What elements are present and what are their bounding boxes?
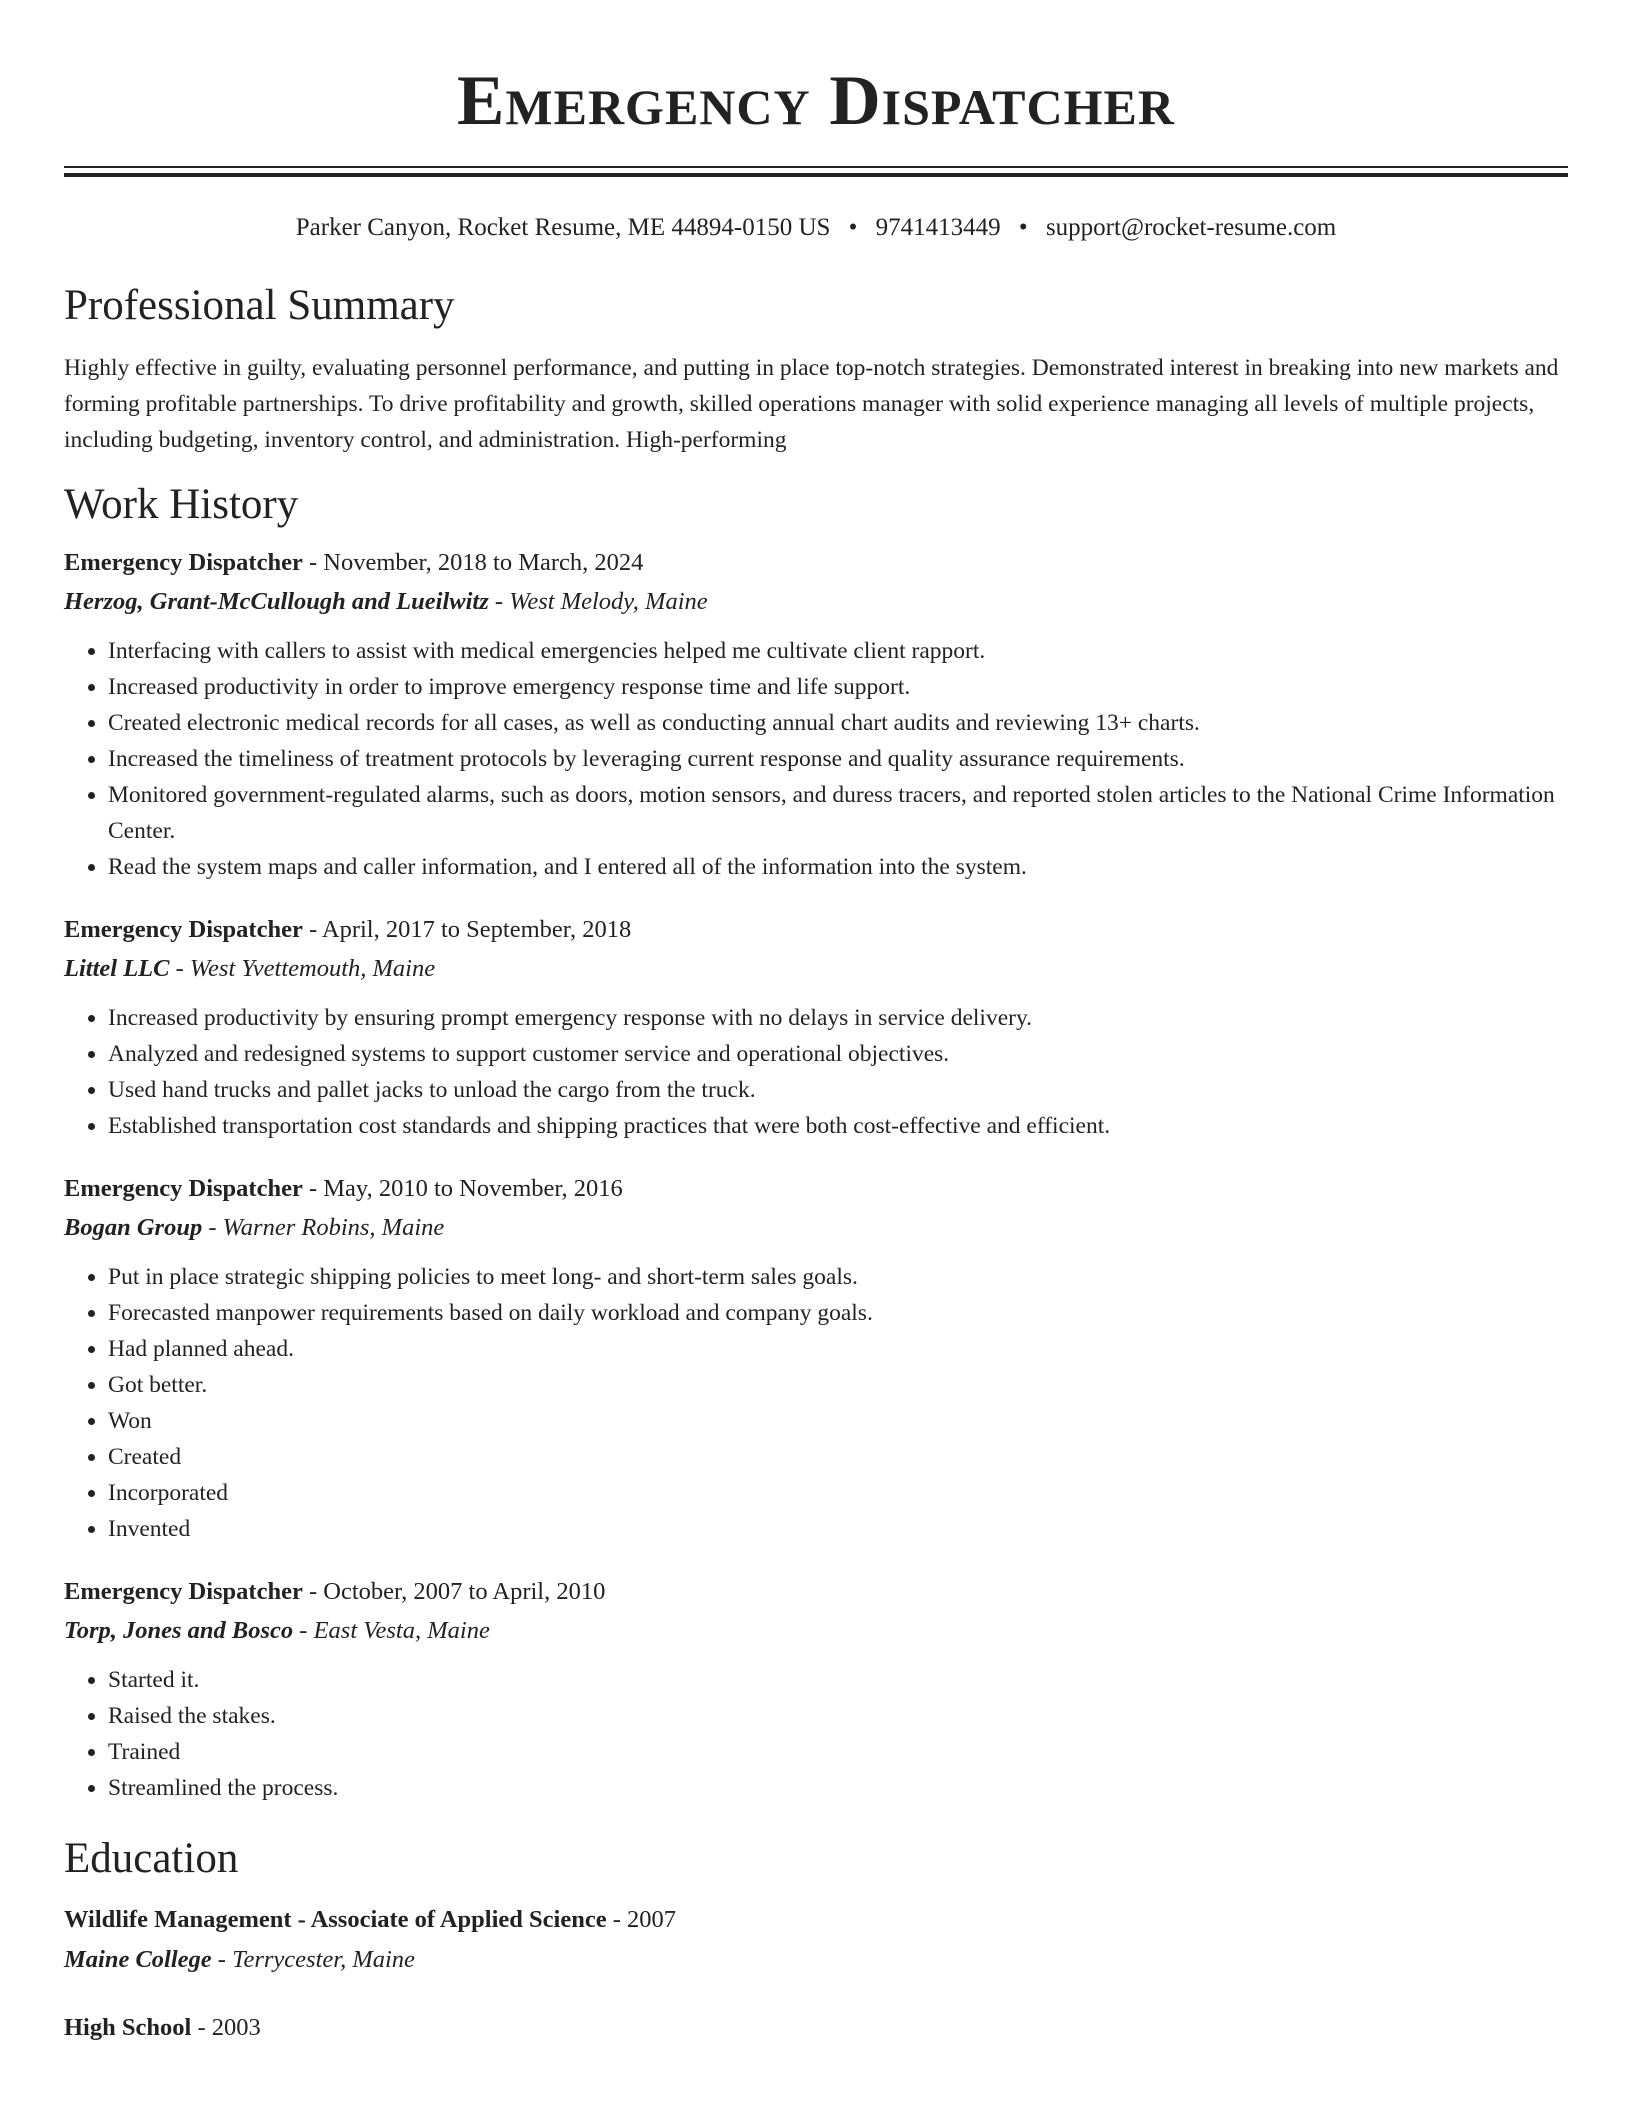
job-bullets bbox=[64, 1259, 1568, 1547]
job-location: West Yvettemouth, Maine bbox=[189, 955, 436, 982]
job-company: Herzog, Grant-McCullough and Lueilwitz bbox=[64, 588, 489, 615]
job-dash: - bbox=[488, 588, 510, 615]
job-company: Torp, Jones and Bosco bbox=[64, 1617, 294, 1644]
job-bullet: • Had planned ahead. bbox=[108, 1331, 1568, 1367]
job-dash: - bbox=[302, 916, 322, 943]
job-bullet: • Interfacing with callers to assist with medical emergencies helped me cultivate client rapport. bbox=[108, 633, 1568, 669]
contact-phone: 9741413449 bbox=[875, 214, 1001, 241]
job-role: Emergency Dispatcher bbox=[64, 916, 303, 943]
job-bullets bbox=[64, 1000, 1568, 1144]
job-employer bbox=[64, 1208, 1568, 1248]
education-school: Maine College bbox=[64, 1946, 212, 1973]
job-company: Littel LLC bbox=[64, 955, 170, 982]
job-role: Emergency Dispatcher bbox=[64, 549, 303, 576]
education-degree: High School bbox=[64, 2014, 192, 2041]
job-dash: - bbox=[293, 1617, 314, 1644]
job-bullets bbox=[64, 1662, 1568, 1806]
job-header bbox=[64, 544, 1568, 582]
job-bullet: • Read the system maps and caller information, and I entered all of the information into the system. bbox=[108, 849, 1568, 885]
contact-line bbox=[64, 213, 1568, 243]
job-bullets bbox=[64, 633, 1568, 885]
education-header bbox=[64, 1900, 1568, 1940]
job-bullet: • Monitored government-regulated alarms, such as doors, motion sensors, and duress tracers, and reported stolen articles to the National Crime Information Center. bbox=[108, 777, 1568, 849]
work-history-heading: Work History bbox=[64, 481, 299, 528]
job-header bbox=[64, 1170, 1568, 1208]
job-bullet: • Increased productivity by ensuring prompt emergency response with no delays in service delivery. bbox=[108, 1000, 1568, 1036]
contact-separator: • bbox=[848, 214, 858, 241]
job-dates: April, 2017 to September, 2018 bbox=[321, 916, 632, 943]
divider-thick-line bbox=[64, 173, 1568, 177]
job-employer bbox=[64, 1611, 1568, 1651]
job-dates: May, 2010 to November, 2016 bbox=[323, 1175, 623, 1202]
job-bullet: • Raised the stakes. bbox=[108, 1698, 1568, 1734]
job-company: Bogan Group bbox=[64, 1214, 203, 1241]
education-location: Terrycester, Maine bbox=[232, 1946, 415, 1973]
job-location: West Melody, Maine bbox=[509, 588, 708, 615]
job-employer bbox=[64, 582, 1568, 622]
job-dates: October, 2007 to April, 2010 bbox=[323, 1578, 606, 1605]
job-location: East Vesta, Maine bbox=[313, 1617, 490, 1644]
job-entry bbox=[64, 1170, 1568, 1547]
education-degree: Wildlife Management - Associate of Applied Science bbox=[64, 1906, 607, 1933]
education-entry bbox=[64, 2008, 1568, 2048]
job-dash: - bbox=[302, 1578, 324, 1605]
job-bullet: • Streamlined the process. bbox=[108, 1770, 1568, 1806]
resume-name: Emergency Dispatcher bbox=[457, 62, 1175, 140]
education-year: 2003 bbox=[211, 2014, 261, 2041]
job-bullet: • Forecasted manpower requirements based on daily workload and company goals. bbox=[108, 1295, 1568, 1331]
divider-thin-line bbox=[64, 166, 1568, 168]
contact-address: Parker Canyon, Rocket Resume, ME 44894-0150 US bbox=[295, 214, 831, 241]
job-bullet: • Created bbox=[108, 1439, 1568, 1475]
education-dash: - bbox=[606, 1906, 628, 1933]
contact-separator: • bbox=[1018, 214, 1028, 241]
job-dash: - bbox=[302, 549, 324, 576]
job-bullet: • Started it. bbox=[108, 1662, 1568, 1698]
job-header bbox=[64, 1573, 1568, 1611]
job-bullet: • Increased productivity in order to improve emergency response time and life support. bbox=[108, 669, 1568, 705]
education-heading: Education bbox=[64, 1835, 239, 1882]
job-role: Emergency Dispatcher bbox=[64, 1175, 303, 1202]
education-entry bbox=[64, 1900, 1568, 1980]
education-school-line bbox=[64, 1940, 1568, 1980]
education-dash: - bbox=[191, 2014, 212, 2041]
job-bullet: • Used hand trucks and pallet jacks to unload the cargo from the truck. bbox=[108, 1072, 1568, 1108]
job-dates: November, 2018 to March, 2024 bbox=[323, 549, 644, 576]
job-bullet: • Established transportation cost standards and shipping practices that were both cost-effective and efficient. bbox=[108, 1108, 1568, 1144]
job-bullet: • Analyzed and redesigned systems to support customer service and operational objectives. bbox=[108, 1036, 1568, 1072]
job-bullet: • Invented bbox=[108, 1511, 1568, 1547]
job-role: Emergency Dispatcher bbox=[64, 1578, 303, 1605]
education-header bbox=[64, 2008, 1568, 2048]
job-bullet: • Won bbox=[108, 1403, 1568, 1439]
summary-text: Highly effective in guilty, evaluating personnel performance, and putting in place top-notch strategies. Demonstrated interest in breaking into new markets and forming profitable partnerships. To drive profitability and growth, skilled operations manager with solid experience managing all levels of multiple projects, including budgeting, inventory control, and administration. High-performing bbox=[64, 355, 1559, 453]
job-employer bbox=[64, 949, 1568, 989]
education-year: 2007 bbox=[627, 1906, 677, 1933]
job-entry bbox=[64, 911, 1568, 1144]
summary-heading: Professional Summary bbox=[64, 282, 455, 329]
education-dash: - bbox=[211, 1946, 233, 1973]
job-location: Warner Robins, Maine bbox=[222, 1214, 445, 1241]
header-divider bbox=[64, 166, 1568, 177]
job-dash: - bbox=[202, 1214, 223, 1241]
contact-email: support@rocket-resume.com bbox=[1045, 214, 1337, 241]
job-bullet: • Incorporated bbox=[108, 1475, 1568, 1511]
job-bullet: • Created electronic medical records for all cases, as well as conducting annual chart audits and reviewing 13+ charts. bbox=[108, 705, 1568, 741]
job-bullet: • Put in place strategic shipping policies to meet long- and short-term sales goals. bbox=[108, 1259, 1568, 1295]
job-bullet: • Increased the timeliness of treatment protocols by leveraging current response and quality assurance requirements. bbox=[108, 741, 1568, 777]
job-entry bbox=[64, 544, 1568, 885]
resume-content bbox=[64, 0, 1568, 2048]
job-header bbox=[64, 911, 1568, 949]
job-entry bbox=[64, 1573, 1568, 1806]
job-bullet: • Got better. bbox=[108, 1367, 1568, 1403]
job-dash: - bbox=[302, 1175, 324, 1202]
job-bullet: • Trained bbox=[108, 1734, 1568, 1770]
job-dash: - bbox=[169, 955, 190, 982]
